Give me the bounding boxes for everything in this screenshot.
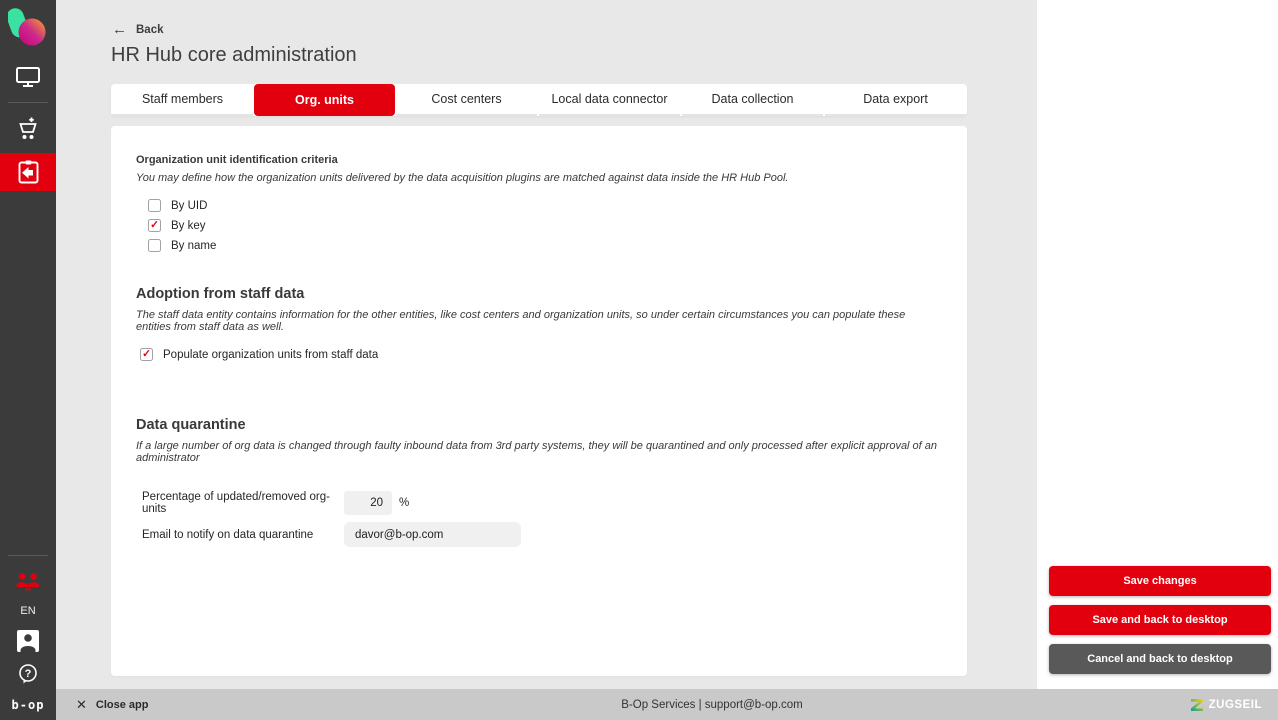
- checkbox-label: Populate organization units from staff data: [163, 348, 379, 361]
- tab-cost-centers[interactable]: Cost centers: [396, 84, 537, 116]
- back-button[interactable]: [112, 22, 164, 37]
- email-field-label: Email to notify on data quarantine: [142, 528, 314, 541]
- option-by-uid[interactable]: [136, 199, 942, 212]
- section-desc-adoption: The staff data entity contains information for the other entities, like cost centers and organization units, so under certain circumstances you can populate these entities from staff data as well.: [136, 309, 906, 333]
- checkbox-label: By name: [171, 239, 217, 252]
- tab-data-collection[interactable]: Data collection: [682, 84, 823, 116]
- zugseil-logo-icon: [1190, 698, 1204, 712]
- checkbox-by-uid[interactable]: [148, 199, 161, 212]
- desktop-icon: [15, 65, 41, 89]
- action-panel: [1037, 0, 1278, 689]
- tab-local-data-connector[interactable]: Local data connector: [539, 84, 680, 116]
- hr-hub-nav-button-active[interactable]: [0, 153, 56, 191]
- user-profile-icon: [16, 629, 40, 653]
- option-by-name[interactable]: [136, 239, 942, 252]
- page-title: HR Hub core administration: [111, 44, 357, 66]
- tab-bar: [111, 84, 967, 116]
- section-title-quarantine: Data quarantine: [136, 417, 246, 433]
- option-by-key[interactable]: [136, 219, 942, 232]
- section-title-identification: Organization unit identification criteria: [136, 154, 338, 166]
- checkbox-label: By key: [171, 219, 206, 232]
- settings-card: [111, 126, 967, 676]
- section-title-adoption: Adoption from staff data: [136, 286, 305, 302]
- save-changes-button[interactable]: Save changes: [1049, 566, 1271, 596]
- desktop-nav-button[interactable]: [0, 60, 56, 94]
- field-row-email: [136, 522, 942, 547]
- user-profile-button[interactable]: [0, 624, 56, 658]
- close-app-label: Close app: [95, 698, 149, 711]
- percentage-suffix: %: [399, 496, 410, 509]
- zugseil-brand: [1190, 689, 1262, 720]
- back-label: Back: [136, 23, 164, 36]
- section-desc-identification: You may define how the organization units delivered by the data acquisition plugins are matched against data inside the HR Hub Pool.: [136, 172, 789, 184]
- section-desc-quarantine: If a large number of org data is changed through faulty inbound data from 3rd party systems, they will be quarantined and only processed after explicit approval of an administrator: [136, 440, 938, 464]
- percentage-input[interactable]: [344, 491, 392, 515]
- percentage-field-label: Percentage of updated/removed org-units: [142, 490, 330, 515]
- footer-bar: [56, 689, 1278, 720]
- shop-nav-button[interactable]: [0, 111, 56, 145]
- zugseil-brand-text: ZUGSEIL: [1208, 698, 1262, 711]
- checkbox-label: By UID: [171, 199, 208, 212]
- save-back-desktop-button[interactable]: Save and back to desktop: [1049, 605, 1271, 635]
- checkbox-by-name[interactable]: [148, 239, 161, 252]
- checkbox-populate-org-units[interactable]: [140, 348, 153, 361]
- cart-add-icon: [15, 115, 41, 142]
- tab-org-units[interactable]: Org. units: [254, 84, 395, 116]
- option-populate-org-units[interactable]: [136, 348, 942, 361]
- footer-service-text: B-Op Services | support@b-op.com: [621, 698, 803, 711]
- checkbox-by-key[interactable]: [148, 219, 161, 232]
- close-app-button[interactable]: [76, 689, 148, 720]
- quarantine-email-input[interactable]: [344, 522, 521, 547]
- close-icon: ✕: [76, 696, 87, 712]
- help-icon: [17, 663, 39, 687]
- staff-transfer-icon: [14, 571, 42, 591]
- sidebar-divider-top: [8, 102, 48, 103]
- bop-logo: b-op: [11, 698, 45, 712]
- app-logo-icon: [8, 6, 48, 50]
- language-selector[interactable]: EN: [20, 605, 36, 617]
- staff-transfer-button[interactable]: [0, 564, 56, 598]
- sidebar-divider-bottom: [8, 555, 48, 556]
- back-arrow-icon: ←: [112, 21, 127, 38]
- app-sidebar: [0, 0, 56, 720]
- cancel-back-desktop-button[interactable]: Cancel and back to desktop: [1049, 644, 1271, 674]
- clipboard-back-icon: [15, 158, 42, 187]
- svg-text:?: ?: [24, 668, 32, 680]
- help-button[interactable]: [0, 658, 56, 692]
- field-row-percentage: [136, 490, 942, 515]
- tab-staff-members[interactable]: Staff members: [112, 84, 253, 116]
- tab-data-export[interactable]: Data export: [825, 84, 966, 116]
